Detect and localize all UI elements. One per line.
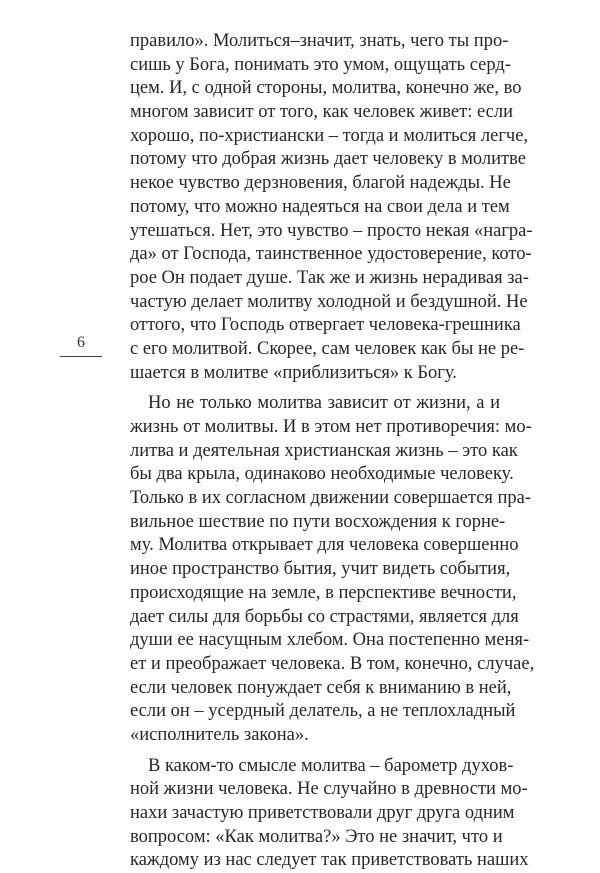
text-line: вильное шествие по пути восхождения к горне- (130, 511, 506, 532)
text-line: литва и деятельная христианская жизнь – это как (130, 440, 518, 461)
text-line: происходящие на земле, в перспективе вечности, (130, 582, 517, 603)
text-line: иное пространство бытия, учит видеть события, (130, 559, 511, 580)
text-line: потому, что можно надеяться на свои дела и тем (130, 196, 510, 217)
text-line: рое Он подает душе. Так же и жизнь нерадивая за- (130, 267, 529, 288)
text-line: с его молитвой. Скорее, сам человек как бы не ре- (130, 338, 525, 359)
text-line: потому что добрая жизнь дает человеку в молитве (130, 149, 526, 170)
text-line: вопросом: «Как молитва?» Это не значит, что и (130, 826, 503, 847)
page-number-rule (60, 356, 102, 357)
text-line: души ее насущным хлебом. Она постепенно меня- (130, 630, 530, 651)
text-line: ет и преображает человека. В том, конечно, случае, (130, 653, 535, 674)
text-line: каждому из нас следует так приветствовать наших (130, 850, 529, 871)
text-line: многом зависит от того, как человек живет: если (130, 102, 513, 123)
text-line: хорошо, по-христиански – тогда и молиться легче, (130, 125, 529, 146)
paragraph-gap (130, 748, 500, 755)
text-line: оттого, что Господь отвергает человека-грешника (130, 315, 521, 336)
paragraph-1 (130, 30, 533, 385)
page-number: 6 (77, 334, 85, 351)
text-line: да» от Господа, таинственное удостоверение, кото- (130, 244, 532, 265)
text-line: ной жизни человека. Не случайно в древности мо- (130, 779, 528, 800)
paragraph-gap (130, 385, 500, 392)
text-line: бы два крыла, одинаково необходимые человеку. (130, 464, 514, 485)
text-line: цем. И, с одной стороны, молитва, конечно же, во (130, 78, 522, 99)
text-line: сишь у Бога, понимать это умом, ощущать серд- (130, 54, 511, 75)
text-line: «исполнитель закона». (130, 724, 309, 745)
text-line: правило». Молиться–значит, знать, чего ты про- (130, 31, 509, 51)
text-line: жизнь от молитвы. И в этом нет противоречия: мо- (130, 417, 532, 437)
paragraph-3 (130, 755, 529, 873)
paragraph-2 (130, 392, 535, 747)
body-text (130, 30, 535, 873)
text-line: Только в их согласном движении совершается пра- (130, 488, 532, 509)
text-line: некое чувство дерзновения, благой надежды. Не (130, 173, 511, 194)
text-line: В каком-то смысле молитва – барометр духов- (148, 755, 514, 776)
text-line: Но не только молитва зависит от жизни, а и (148, 393, 500, 414)
text-line: если он – усердный делатель, а не теплохладный (130, 701, 516, 722)
text-line: дает силы для борьбы со страстями, является для (130, 606, 519, 627)
text-line: шается в молитве «приблизиться» к Богу. (130, 362, 457, 383)
text-line: нахи зачастую приветствовали друг друга одним (130, 803, 515, 823)
text-line: му. Молитва открывает для человека совершенно (130, 535, 519, 556)
text-line: частую делает молитву холодной и бездушной. Не (130, 291, 528, 312)
text-line: утешаться. Нет, это чувство – просто некая «награ- (130, 220, 533, 241)
text-line: если человек понуждает себя к вниманию в ней, (130, 677, 512, 698)
